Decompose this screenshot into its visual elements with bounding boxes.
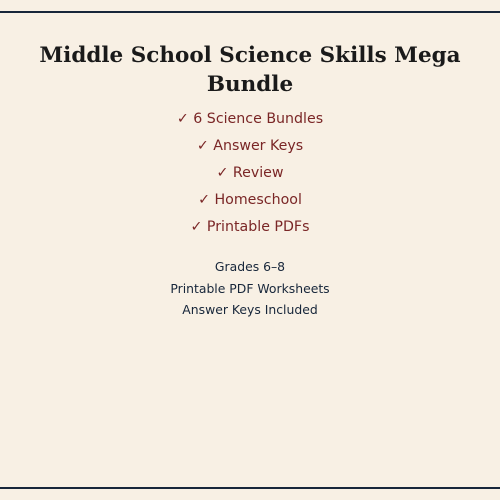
details-block [0, 256, 500, 321]
top-rule [0, 11, 500, 13]
feature-item: ✓ Review [216, 165, 284, 181]
feature-item: ✓ Printable PDFs [190, 219, 310, 235]
feature-list [0, 106, 500, 241]
feature-item: ✓ Homeschool [198, 192, 302, 208]
bottom-rule [0, 487, 500, 489]
feature-item: ✓ Answer Keys [196, 138, 304, 154]
page-title: Middle School Science Skills Mega Bundle [39, 43, 461, 97]
format-line: Printable PDF Worksheets [170, 280, 330, 296]
feature-item: ✓ 6 Science Bundles [176, 111, 324, 127]
answer-keys-line: Answer Keys Included [182, 302, 318, 317]
grade-range: Grades 6–8 [214, 259, 286, 274]
